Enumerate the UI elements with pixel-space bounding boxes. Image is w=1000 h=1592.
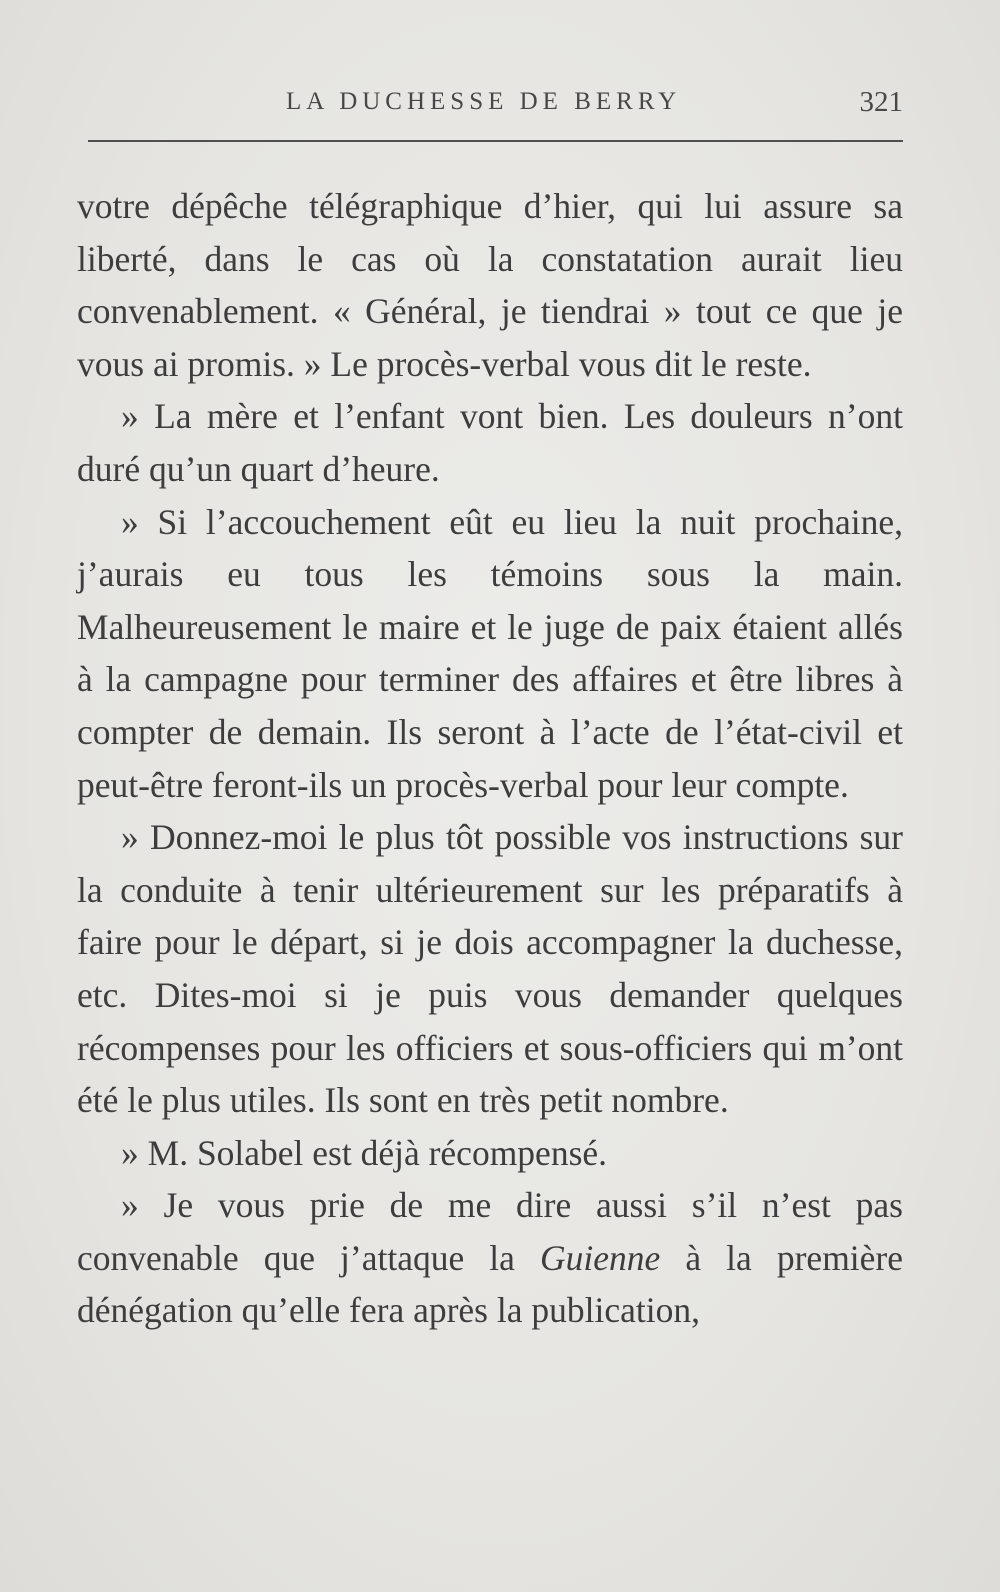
paragraph: » Donnez-moi le plus tôt possible vos instructions sur la conduite à tenir ultérieurement sur les préparatifs à faire pour le départ, si je dois accompagner la duchesse, etc. Dites-moi si je puis vous demander quelques récompenses pour les officiers et sous-officiers qui m’ont été le plus utiles. Ils sont en très petit nombre.: [77, 817, 903, 1121]
paragraph: » M. Solabel est déjà récompensé.: [121, 1132, 608, 1173]
running-title: LA DUCHESSE DE BERRY: [286, 88, 682, 115]
paragraph: » Si l’accouchement eût eu lieu la nuit prochaine, j’aurais eu tous les témoins sous la main. Malheureusement le maire et le juge de paix étaient allés à la campagne pour terminer des affaires et être libres à compter de demain. Ils seront à l’acte de l’état-civil et peut-être feront-ils un procès-verbal pour leur compte.: [77, 501, 903, 805]
paragraph-text: » Je vous prie de me dire aussi s’il n’est pas convenable que j’attaque la: [77, 1185, 903, 1278]
page-number: 321: [859, 86, 903, 118]
paragraph: » La mère et l’enfant vont bien. Les douleurs n’ont duré qu’un quart d’heure.: [77, 396, 903, 489]
running-head: [88, 84, 903, 124]
italic-title: Guienne: [540, 1237, 661, 1278]
paragraph: [77, 1179, 903, 1337]
body-text: [77, 180, 903, 1337]
paragraph: votre dépêche télégraphique d’hier, qui lui assure sa liberté, dans le cas où la constatation aurait lieu convenablement. « Général, je tiendrai » tout ce que je vous ai promis. » Le procès-verbal vous dit le reste.: [77, 186, 903, 384]
header-rule: [88, 140, 903, 142]
paragraph-text: à la première dénégation qu’elle fera après la publication,: [77, 1237, 904, 1331]
